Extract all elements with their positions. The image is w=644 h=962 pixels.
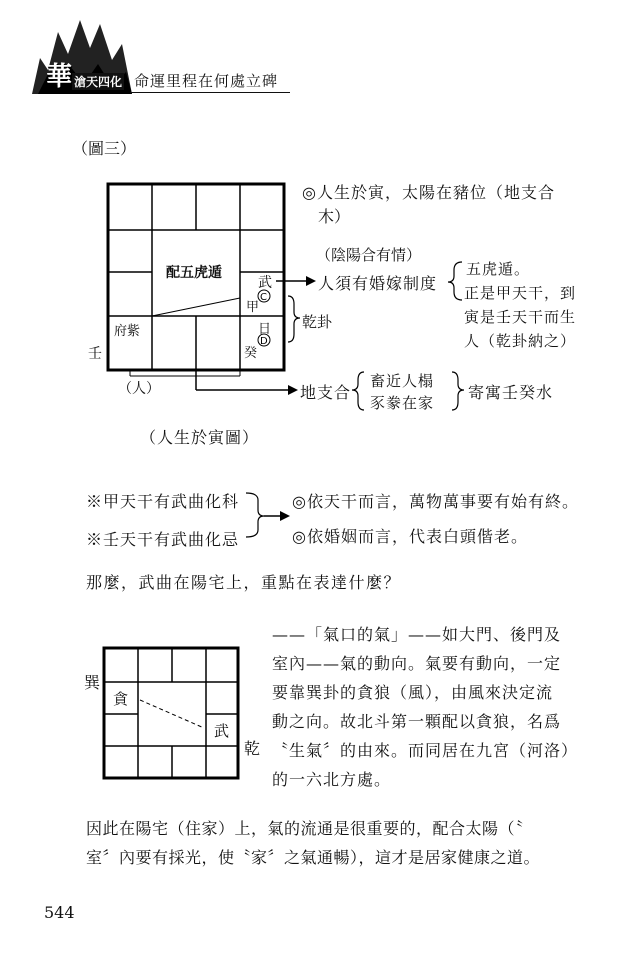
para2 (272, 620, 578, 794)
para3-line: 因此在陽宅（住家）上，氣的流通是很重要的，配合太陽（〝 (86, 819, 524, 838)
svg-text:C: C (260, 292, 267, 303)
wuhu-line3: 寅是壬天干而生 (464, 308, 577, 326)
jiyu-label: 寄寓壬癸水 (468, 383, 554, 402)
stem-line2: ※壬天干有武曲化忌 (86, 530, 240, 549)
pair-line1: 畜近人榻 (370, 372, 435, 390)
page-header-title: 命運里程在何處立碑 (134, 72, 279, 90)
grid-label-main: 配五虎遁 (166, 265, 222, 281)
fig4-label-qian: 乾 (244, 739, 261, 758)
para3 (86, 814, 540, 872)
logo-text: 華 (46, 62, 73, 92)
wuhu-line1: 五虎遁。 (466, 260, 531, 278)
grid-label-wu: 武 (258, 275, 272, 291)
para2-line: 動之向。故北斗第一顆配以貪狼，名爲 (272, 712, 562, 731)
para2-line: 室內——氣的動向。氣要有動向，一定 (272, 654, 562, 673)
grid-label-ri: 日 (258, 322, 272, 337)
yinyang-label: （陰陽合有情） (316, 246, 422, 264)
figure3-subcaption: （人生於寅圖） (140, 428, 260, 447)
stem-note1: ◎依天干而言，萬物萬事要有始有終。 (292, 492, 579, 511)
question-text: 那麼，武曲在陽宅上，重點在表達什麼？ (86, 573, 402, 592)
logo-subtitle: 滄天四化 (74, 75, 123, 89)
para2-line: 的一六北方處。 (272, 770, 392, 789)
para2-line: 〝生氣〞的由來。而同居在九宮（河洛） (272, 741, 579, 760)
figure3-caption: （圖三） (72, 139, 137, 158)
bottom-label-ren: （人） (118, 381, 160, 397)
grid-label-gui: 癸 (244, 346, 258, 361)
marriage-label: 人須有婚嫁制度 (318, 274, 438, 293)
page-number: 544 (44, 903, 75, 922)
grid-label-jia: 甲 (246, 300, 260, 315)
stem-note2: ◎依婚姻而言，代表白頭偕老。 (292, 527, 528, 546)
fig4-label-tan: 貪 (113, 690, 129, 708)
fig4-label-wu: 武 (214, 722, 230, 740)
grid-label-fuzi: 府紫 (114, 324, 141, 339)
wuhu-line2: 正是甲天干，到 (464, 284, 577, 302)
para2-line: 要靠巽卦的貪狼（風），由風來決定流 (272, 683, 554, 702)
pair-line2: 豕豢在家 (370, 394, 435, 412)
note1-line1: ◎人生於寅，太陽在豬位（地支合 (302, 183, 555, 202)
fig4-label-xun: 巽 (84, 673, 101, 692)
wuhu-line4: 人（乾卦納之） (464, 332, 577, 350)
para3-line: 室〞內要有採光，使〝家〞之氣通暢），這才是居家健康之道。 (86, 848, 541, 867)
side-label-ren: 壬 (88, 346, 102, 362)
para2-line: ——「氣口的氣」——如大門、後門及 (272, 625, 562, 644)
stem-line1: ※甲天干有武曲化科 (86, 492, 240, 511)
dizhihe-label: 地支合 (300, 383, 352, 402)
svg-text:D: D (260, 336, 268, 347)
note1-line2: 木） (318, 207, 351, 226)
qiangua-label: 乾卦 (302, 313, 333, 331)
